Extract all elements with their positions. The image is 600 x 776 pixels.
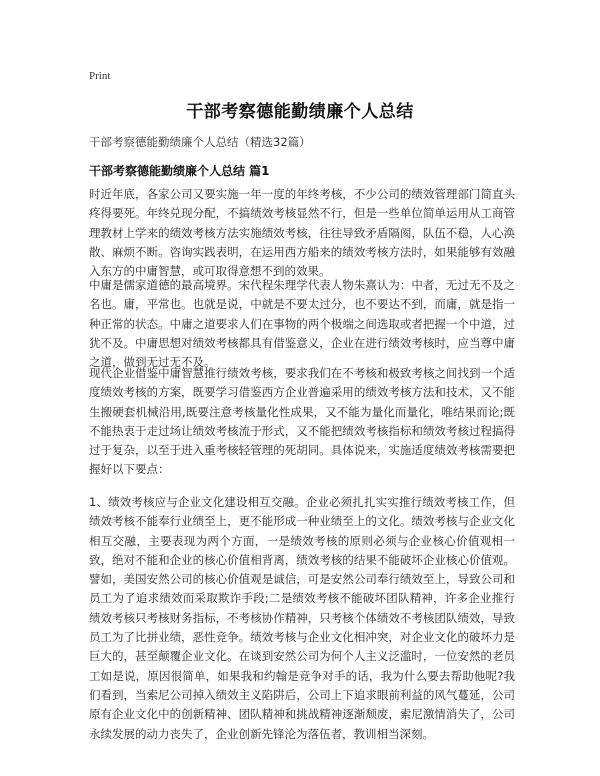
page-title: 干部考察德能勤绩廉个人总结 — [186, 102, 414, 122]
paragraph-2: 中庸是儒家道德的最高境界。宋代程朱理学代表人物朱熹认为：中者，无过无不及之名也。庸，平常也。也就是说，中就是不要太过分，也不要达不到，而庸，就是指一种正常的状态。中庸之道要求人们在事物的两个极端之间选取或者把握一个中道，过犹不及。中庸思想对绩效考核都具有借鉴意义，企业在进行绩效考核时，应当尊中庸之道，做到无过无不及。 — [89, 278, 515, 370]
print-label: Print — [89, 70, 111, 82]
paragraph-4: 1、绩效考核应与企业文化建设相互交融。企业必须扎扎实实推行绩效考核工作，但绩效考核不能奉行业绩至上，更不能形成一种业绩至上的文化。绩效考核与企业文化相互交融，主要表现为两个方面，一是绩效考核的原则必须与企业核心价值观相一致，绝对不能和企业的核心价值相背离，绩效考核的结果不能破坏企业核心价值观。譬如，美国安然公司的核心价值观是诚信，可是安然公司奉行绩效至上，导致公司和员工为了追求绩效而采取欺诈手段;二是绩效考核不能破坏团队精神，许多企业推行绩效考核只考核财务指标，不考核协作精神，只考核个体绩效不考核团队绩效，导致员工为了比拼业绩，恶性竞争。绩效考核与企业文化相冲突，对企业文化的破坏力是巨大的，甚至颠覆企业文化。在谈到安然公司为何个人主义泛滥时，一位安然的老员工如是说，原因很简单，如果我和约翰是竞争对手的话，我为什么要去帮助他呢?我们看到，当索尼公司掉入绩效主义陷阱后，公司上下追求眼前利益的风气蔓延，公司原有企业文化中的创新精神、团队精神和挑战精神逐渐颓废，索尼激情消失了，公司永续发展的动力丧失了，企业创新先锋沦为落伍者，教训相当深刻。 — [89, 495, 515, 741]
section-heading: 干部考察德能勤绩廉个人总结 篇1 — [89, 164, 270, 178]
paragraph-3: 现代企业借鉴中庸智慧推行绩效考核，要求我们在不考核和极致考核之间找到一个适度绩效考核的方案，既要学习借鉴西方企业普遍采用的绩效考核方法和技术，又不能生搬硬套机械沿用,既要注意考核量化性成果，又不能为量化而量化，唯结果而论;既不能热衷于走过场让绩效考核流于形式，又不能把绩效考核指标和绩效考核过程搞得过于复杂，以至于进入重考核轻管理的死胡同。具体说来，实施适度绩效考核需要把握好以下要点： — [89, 366, 515, 477]
document-subtitle: 干部考察德能勤绩廉个人总结（精选32篇） — [89, 135, 311, 149]
paragraph-1: 时近年底，各家公司又要实施一年一度的年终考核，不少公司的绩效管理部门简直头疼得要死。年终兑现分配，不搞绩效考核显然不行，但是一些单位简单运用从工商管理教材上学来的绩效考核方法实施绩效考核，往往导致矛盾隔阂，队伍不稳，人心涣散、麻烦不断。咨询实践表明，在运用西方船来的绩效考核方法时，如果能够有效融入东方的中庸智慧，或可取得意想不到的效果。 — [89, 187, 515, 279]
